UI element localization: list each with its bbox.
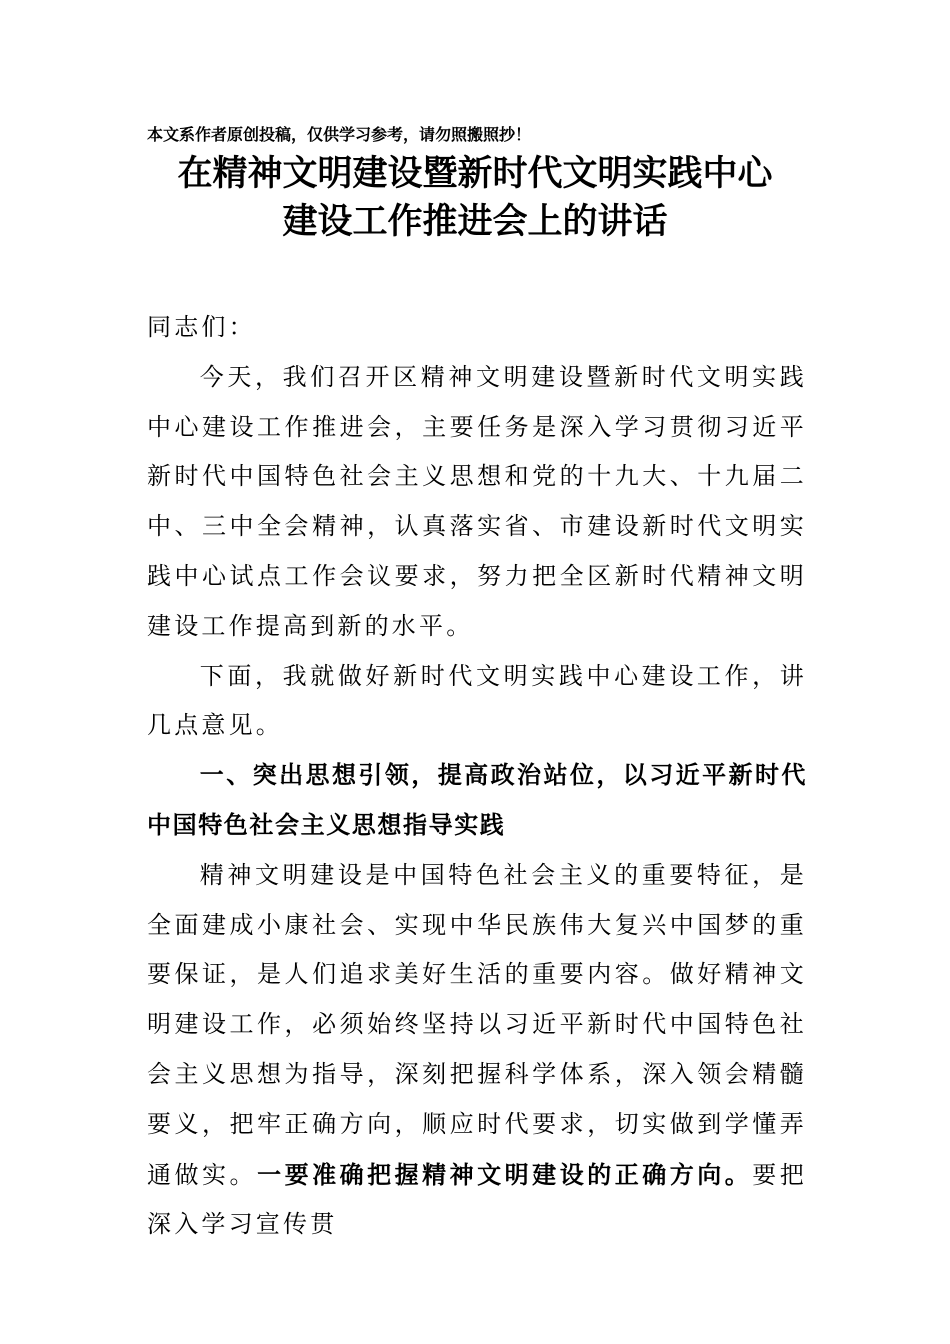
paragraph-intro: 下面，我就做好新时代文明实践中心建设工作，讲几点意见。 bbox=[147, 661, 807, 740]
paragraph-opening: 今天，我们召开区精神文明建设暨新时代文明实践中心建设工作推进会，主要任务是深入学习贯彻习近平新时代中国特色社会主义思想和党的十九大、十九届二中、三中全会精神，认真落实省、市建设新时代文明实践中心试点工作会议要求，努力把全区新时代精神文明建设工作提高到新的水平。 bbox=[147, 362, 807, 640]
bold-subpoint: 一要准确把握精神文明建设的正确方向。 bbox=[257, 1159, 753, 1189]
salutation: 同志们： bbox=[147, 313, 256, 341]
document-title-line-2: 建设工作推进会上的讲话 bbox=[282, 201, 668, 242]
paragraph-continuation: 要把深入学习宣传贯 bbox=[147, 1160, 807, 1239]
paragraph-section-1 bbox=[147, 851, 807, 1250]
copyright-notice: 本文系作者原创投稿，仅供学习参考，请勿照搬照抄！ bbox=[147, 125, 532, 144]
document-body bbox=[147, 303, 807, 1250]
document-title-line-1: 在精神文明建设暨新时代文明实践中心 bbox=[177, 153, 773, 194]
paragraph-text: 精神文明建设是中国特色社会主义的重要特征，是全面建成小康社会、实现中华民族伟大复兴中国梦的重要保证，是人们追求美好生活的重要内容。做好精神文明建设工作，必须始终坚持以习近平新时代中国特色社会主义思想为指导，深刻把握科学体系，深入领会精髓要义，把牢正确方向，顺应时代要求，切实做到学懂弄通做实。 bbox=[147, 860, 807, 1189]
section-heading-1: 一、突出思想引领，提高政治站位，以习近平新时代中国特色社会主义思想指导实践 bbox=[147, 761, 807, 839]
